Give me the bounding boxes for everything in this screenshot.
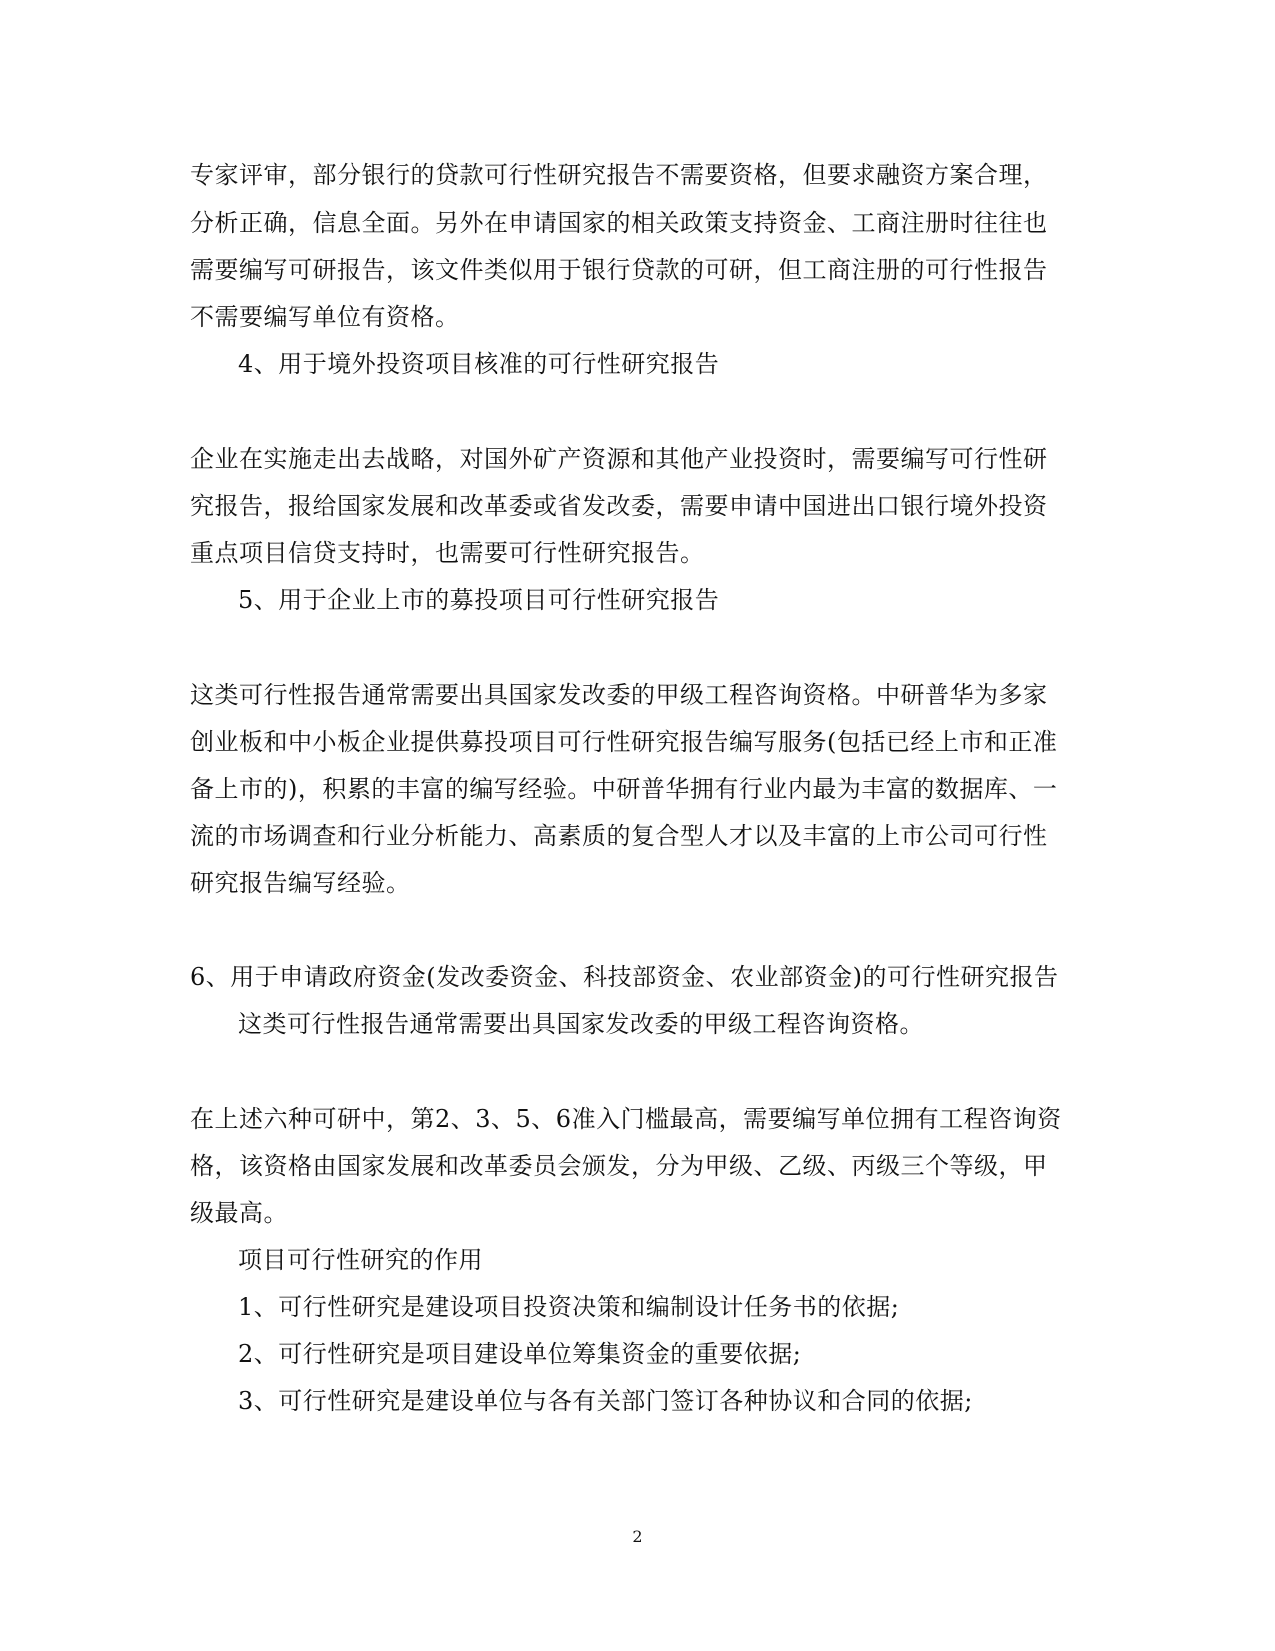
section-heading: 4、用于境外投资项目核准的可行性研究报告 — [238, 350, 720, 378]
paragraph-line: 分析正确，信息全面。另外在申请国家的相关政策支持资金、工商注册时往往也 — [190, 209, 1048, 237]
paragraph-line: 备上市的)，积累的丰富的编写经验。中研普华拥有行业内最为丰富的数据库、一 — [190, 775, 1058, 803]
paragraph-line: 创业板和中小板企业提供募投项目可行性研究报告编写服务(包括已经上市和正准 — [190, 728, 1058, 756]
paragraph-line: 究报告，报给国家发展和改革委或省发改委，需要申请中国进出口银行境外投资 — [190, 492, 1048, 520]
paragraph-line: 这类可行性报告通常需要出具国家发改委的甲级工程咨询资格。 — [238, 1010, 924, 1038]
paragraph-line: 重点项目信贷支持时，也需要可行性研究报告。 — [190, 539, 705, 567]
paragraph-line: 不需要编写单位有资格。 — [190, 303, 460, 331]
paragraph-line: 格，该资格由国家发展和改革委员会颁发，分为甲级、乙级、丙级三个等级，甲 — [190, 1152, 1048, 1180]
section-heading: 项目可行性研究的作用 — [238, 1246, 483, 1274]
section-heading: 5、用于企业上市的募投项目可行性研究报告 — [238, 586, 720, 614]
section-heading: 6、用于申请政府资金(发改委资金、科技部资金、农业部资金)的可行性研究报告 — [190, 963, 1059, 991]
list-item: 3、可行性研究是建设单位与各有关部门签订各种协议和合同的依据; — [238, 1387, 973, 1415]
paragraph-line: 企业在实施走出去战略，对国外矿产资源和其他产业投资时，需要编写可行性研 — [190, 445, 1048, 473]
paragraph-line: 流的市场调查和行业分析能力、高素质的复合型人才以及丰富的上市公司可行性 — [190, 822, 1048, 850]
paragraph-line: 专家评审，部分银行的贷款可行性研究报告不需要资格，但要求融资方案合理， — [190, 161, 1048, 189]
paragraph-line: 在上述六种可研中，第2、3、5、6准入门槛最高，需要编写单位拥有工程咨询资 — [190, 1105, 1062, 1133]
list-item: 2、可行性研究是项目建设单位筹集资金的重要依据; — [238, 1340, 802, 1368]
paragraph-line: 这类可行性报告通常需要出具国家发改委的甲级工程咨询资格。中研普华为多家 — [190, 681, 1048, 709]
paragraph-line: 研究报告编写经验。 — [190, 869, 411, 897]
list-item: 1、可行性研究是建设项目投资决策和编制设计任务书的依据; — [238, 1293, 900, 1321]
paragraph-line: 需要编写可研报告，该文件类似用于银行贷款的可研，但工商注册的可行性报告 — [190, 256, 1048, 284]
paragraph-line: 级最高。 — [190, 1199, 288, 1227]
page-number: 2 — [632, 1527, 643, 1546]
